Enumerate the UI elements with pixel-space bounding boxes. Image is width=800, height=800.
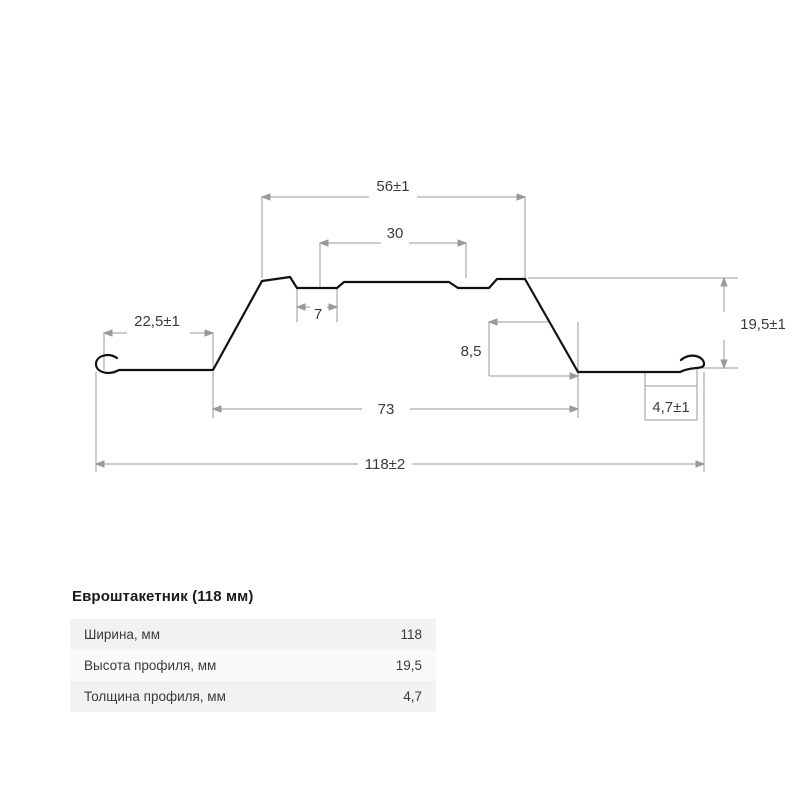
- table-row: [70, 619, 436, 650]
- spec-row-value: 4,7: [347, 681, 436, 712]
- spec-title: Евроштакетник (118 мм): [72, 588, 254, 605]
- dimension-arrows: [96, 194, 727, 467]
- dim-label-top-outer: 56±1: [376, 178, 410, 195]
- dim-label-inner-step: 8,5: [460, 343, 482, 360]
- dim-label-top-inner: 30: [386, 225, 404, 242]
- spec-table: [70, 619, 436, 712]
- dim-label-left-flange: 22,5±1: [134, 313, 180, 330]
- dimension-lines: [96, 197, 738, 472]
- dim-label-base-width: 73: [377, 401, 395, 418]
- specification-block: [70, 588, 436, 712]
- spec-row-label: Ширина, мм: [70, 619, 347, 650]
- dim-label-edge-height: 4,7±1: [652, 399, 690, 416]
- spec-row-value: 19,5: [347, 650, 436, 681]
- spec-row-label: Толщина профиля, мм: [70, 681, 347, 712]
- table-row: [70, 650, 436, 681]
- profile-outline: [96, 277, 704, 373]
- spec-row-label: Высота профиля, мм: [70, 650, 347, 681]
- dim-label-overall-width: 118±2: [364, 456, 406, 473]
- dim-label-height-total: 19,5±1: [740, 316, 786, 333]
- table-row: [70, 681, 436, 712]
- spec-row-value: 118: [347, 619, 436, 650]
- dim-label-rib-small: 7: [313, 306, 323, 323]
